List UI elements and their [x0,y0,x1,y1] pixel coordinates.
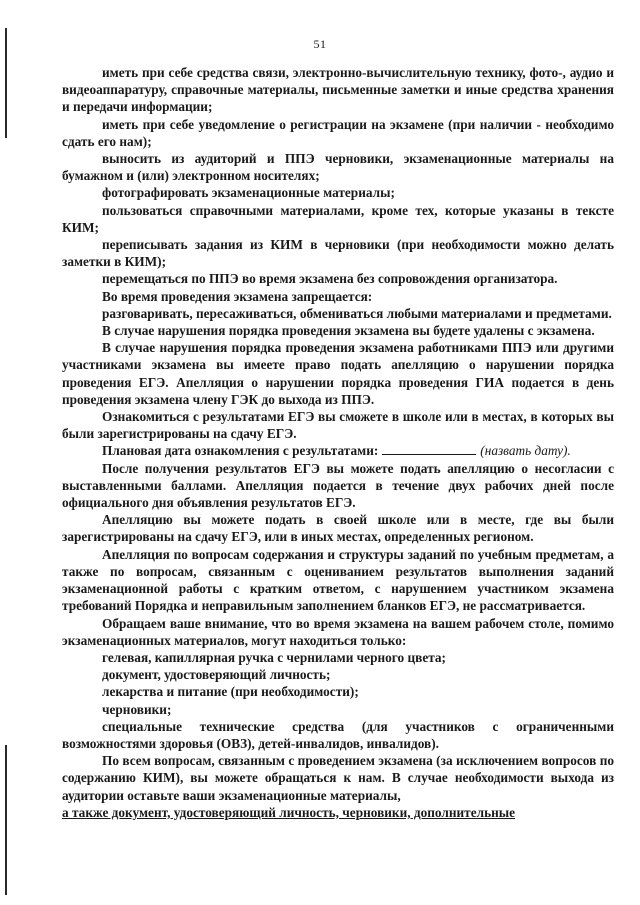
scan-edge-mark [5,745,7,895]
paragraph: иметь при себе уведомление о регистрации на экзамене (при наличии - необходимо сдать его нам); [62,116,614,149]
list-item: гелевая, капиллярная ручка с чернилами черного цвета; [102,649,446,665]
paragraph: фотографировать экзаменационные материалы; [102,185,395,201]
paragraph: В случае нарушения порядка проведения экзамена работниками ППЭ или другими участниками экзамена вы имеете право подать апелляцию о нарушении порядка проведения ЕГЭ. Апелляция о нарушении порядка проведения ГИА подается в день проведения экзамена члену ГЭК до выхода из ППЭ. [62,340,614,407]
paragraph: переписывать задания из КИМ в черновики (при необходимости можно делать заметки в КИМ); [62,237,614,270]
paragraph: разговаривать, пересаживаться, обмениваться любыми материалами и предметами. [102,305,612,321]
paragraph: перемещаться по ППЭ во время экзамена без сопровождения организатора. [102,271,558,287]
paragraph: иметь при себе средства связи, электронно-вычислительную технику, фото-, аудио и видеоаппаратуру, справочные материалы, письменные заметки и иные средства хранения и передачи информации; [62,65,614,115]
paragraph: Ознакомиться с результатами ЕГЭ вы сможете в школе или в местах, в которых вы были зарегистрированы на сдачу ЕГЭ. [62,409,614,442]
list-item: черновики; [102,701,172,717]
paragraph: пользоваться справочными материалами, кроме тех, которые указаны в тексте КИМ; [62,202,614,235]
date-blank [382,443,476,455]
paragraph: Апелляцию вы можете подать в своей школе или в месте, где вы были зарегистрированы на сдачу ЕГЭ, или в иных местах, определенных регионом. [62,512,614,545]
paragraph: Во время проведения экзамена запрещается: [102,288,373,304]
paragraph: выносить из аудиторий и ППЭ черновики, экзаменационные материалы на бумажном и (или) электронном носителях; [62,151,614,184]
results-date-label: Плановая дата ознакомления с результатами: [102,443,379,459]
paragraph: По всем вопросам, связанным с проведением экзамена (за исключением вопросов по содержанию КИМ), вы можете обращаться к нам. В случае необходимости выхода из аудитории оставьте ваши экзаменационные материалы, [62,753,614,803]
paragraph: В случае нарушения порядка проведения экзамена вы будете удалены с экзамена. [102,323,595,339]
page-number: 51 [313,37,327,51]
date-hint: (назвать дату). [480,443,571,459]
list-item: документ, удостоверяющий личность; [102,667,331,683]
paragraph: Обращаем ваше внимание, что во время экзамена на вашем рабочем столе, помимо экзаменационных материалов, могут находиться только: [62,615,614,648]
list-item: специальные технические средства (для участников с ограниченными возможностями здоровья (ОВЗ), детей-инвалидов, инвалидов). [62,718,614,751]
list-item: лекарства и питание (при необходимости); [102,684,359,700]
document-body [62,64,614,821]
paragraph: После получения результатов ЕГЭ вы можете подать апелляцию о несогласии с выставленными баллами. Апелляция подается в течение двух рабочих дней после официального дня объявления результатов ЕГЭ. [62,460,614,511]
underlined-line: а также документ, удостоверяющий личность, черновики, дополнительные [62,804,516,820]
paragraph: Апелляция по вопросам содержания и структуры заданий по учебным предметам, а также по вопросам, связанным с оцениванием результатов выполнения заданий экзаменационной работы с кратким ответом, с нарушением участником экзамена требований Порядка и неправильным заполнением бланков ЕГЭ, не рассматривается. [62,546,614,614]
results-date-line [62,442,614,459]
